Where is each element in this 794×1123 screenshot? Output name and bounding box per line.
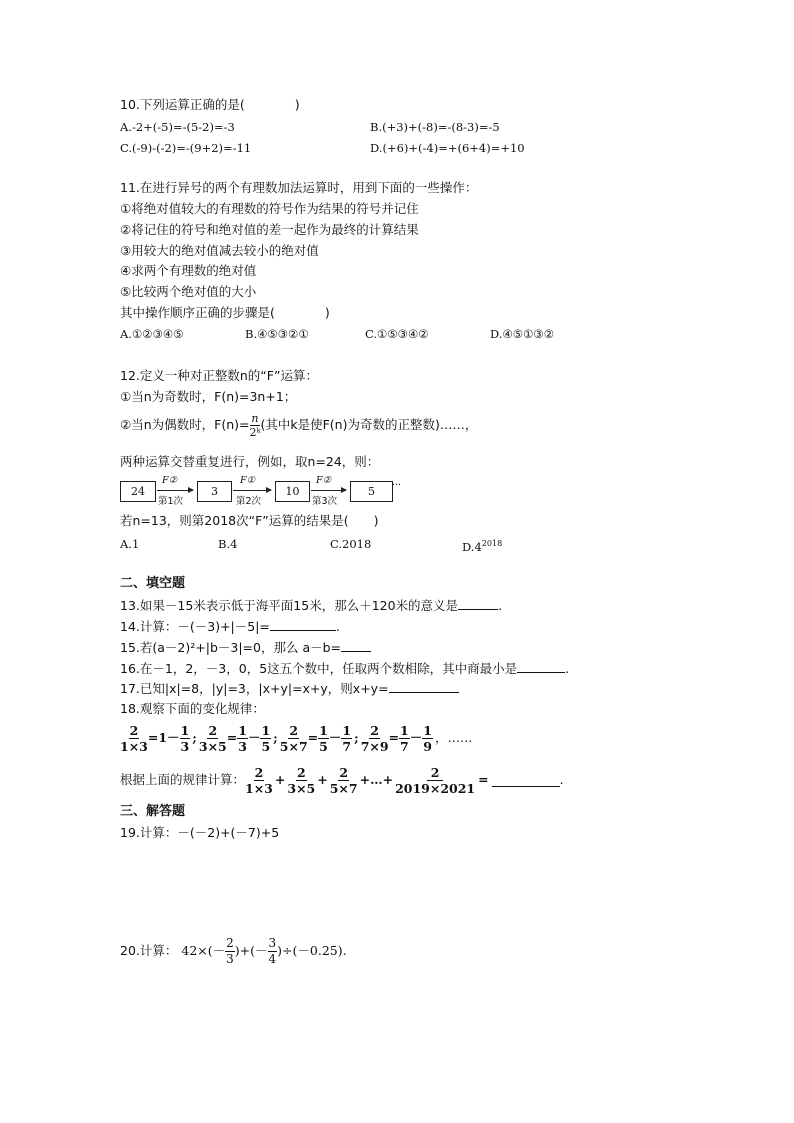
calc-fraction <box>330 765 358 796</box>
q16-end: . <box>565 661 570 676</box>
flow-op-3: F② <box>316 475 332 486</box>
q10-option-b: B.(+3)+(-8)=-(8-3)=-5 <box>370 120 500 134</box>
q20-fraction <box>268 936 278 967</box>
fraction-numerator: 1 <box>342 722 352 738</box>
fraction-denominator: 1×3 <box>245 780 273 796</box>
section-3-title: 三、解答题 <box>120 804 186 819</box>
fraction-denominator: 4 <box>268 951 277 966</box>
fraction-numerator: 2 <box>296 764 306 780</box>
q11-option-d: D.④⑤①③② <box>490 327 555 341</box>
flow-arrow-1 <box>157 490 193 491</box>
fraction-denominator: 2ᵏ <box>249 426 261 439</box>
q14-end: . <box>335 619 340 634</box>
q20 <box>120 934 347 968</box>
q12-stem: 12.定义一种对正整数n的“F”运算： <box>120 368 318 383</box>
fraction-numerator: 2 <box>289 722 299 738</box>
q18-end: . <box>559 772 564 787</box>
q16 <box>120 660 569 677</box>
flow-step-3: 第3次 <box>312 496 338 507</box>
q13 <box>120 597 502 614</box>
flow-box-4: 5 <box>350 481 393 502</box>
fraction-denominator: 7 <box>342 738 352 754</box>
q16-answer-blank[interactable] <box>517 660 565 673</box>
fraction-denominator: 9 <box>423 738 432 754</box>
flow-op-2: F① <box>240 475 256 486</box>
pattern-text: － <box>328 730 342 745</box>
q15-text: 15.若(a－2)²+|b－3|=0，那么 a－b= <box>120 640 342 655</box>
q16-text: 16.在－1，2，－3，0，5这五个数中，任取两个数相除，其中商最小是 <box>120 661 518 676</box>
fraction-numerator: 1 <box>180 722 190 738</box>
fraction-numerator: 1 <box>400 722 409 738</box>
q12-option-c: C.2018 <box>330 537 372 551</box>
pattern-text: = <box>388 730 400 745</box>
fraction-denominator: 5×7 <box>329 780 358 796</box>
fraction-numerator: 2 <box>339 764 349 780</box>
fraction-denominator: 3×5 <box>198 738 227 754</box>
q13-answer-blank[interactable] <box>458 597 498 610</box>
fraction-denominator: 7 <box>400 738 409 754</box>
q18-answer-blank[interactable] <box>492 774 560 787</box>
fraction-denominator: 2019×2021 <box>395 780 476 796</box>
q12-option-a: A.1 <box>120 537 140 551</box>
q14-text: 14.计算：－(－3)+|－5|= <box>120 619 270 634</box>
pattern-fraction <box>180 723 191 754</box>
pattern-fraction <box>120 723 148 754</box>
q10-option-c: C.(-9)-(-2)=-(9+2)=-11 <box>120 141 252 155</box>
fraction-numerator: 2 <box>226 935 234 950</box>
flow-arrow-2 <box>233 490 271 491</box>
q11-step-5: ⑤比较两个绝对值的大小 <box>120 284 257 299</box>
q11-option-c: C.①⑤③④② <box>365 327 429 341</box>
calc-fraction <box>395 765 475 796</box>
q10-option-a: A.-2+(-5)=-(5-2)=-3 <box>120 120 235 134</box>
fraction-denominator: 3 <box>180 738 190 754</box>
pattern-fraction <box>399 723 410 754</box>
q14-answer-blank[interactable] <box>270 618 336 631</box>
flow-box-1: 24 <box>120 481 156 502</box>
pattern-text: = <box>226 730 238 745</box>
pattern-fraction <box>318 723 329 754</box>
pattern-fraction <box>237 723 248 754</box>
q20-expr-part: )+(－ <box>234 943 268 958</box>
pattern-fraction <box>341 723 352 754</box>
section-2-title: 二、填空题 <box>120 576 186 591</box>
q12-option-d-base: D.4 <box>462 539 482 554</box>
fraction-numerator: 2 <box>129 722 139 738</box>
fraction-denominator: 1×3 <box>120 738 148 754</box>
q12-flow-diagram <box>120 476 402 510</box>
q13-text: 13.如果－15米表示低于海平面15米，那么＋120米的意义是 <box>120 598 459 613</box>
q12-rule-2 <box>120 412 477 439</box>
pattern-text: － <box>247 730 261 745</box>
q12-option-d <box>462 536 502 555</box>
fraction-denominator: 5 <box>261 738 271 754</box>
fraction-denominator: 3×5 <box>287 780 316 796</box>
q13-end: . <box>498 598 503 613</box>
fraction-numerator: 1 <box>423 722 432 738</box>
q12-option-d-exponent: 2018 <box>481 539 503 548</box>
fraction-numerator: 2 <box>370 722 379 738</box>
pattern-text: =1－ <box>147 730 180 745</box>
q11-step-2: ②将记住的符号和绝对值的差一起作为最终的计算结果 <box>120 222 419 237</box>
q18-calc-label: 根据上面的规律计算： <box>120 772 246 787</box>
fraction-numerator: 1 <box>319 722 328 738</box>
q12-rule-2-post: (其中k是使F(n)为奇数的正整数)……， <box>260 417 478 432</box>
fraction-numerator: 1 <box>261 722 271 738</box>
fraction-numerator: 2 <box>208 722 218 738</box>
q18-stem: 18.观察下面的变化规律： <box>120 701 265 716</box>
q11-option-a: A.①②③④⑤ <box>120 327 184 341</box>
fraction-numerator: 2 <box>254 764 264 780</box>
q10-option-d: D.(+6)+(-4)=+(6+4)=+10 <box>370 141 525 155</box>
q18-calc <box>120 764 564 796</box>
calc-fraction <box>245 765 273 796</box>
q15-answer-blank[interactable] <box>341 639 371 652</box>
q14 <box>120 618 340 635</box>
flow-op-1: F② <box>162 475 178 486</box>
flow-more: ··· <box>392 480 402 491</box>
q19: 19.计算：－(－2)+(－7)+5 <box>120 825 280 840</box>
q11-option-b: B.④⑤③②① <box>245 327 309 341</box>
fraction-numerator: 2 <box>427 765 444 781</box>
pattern-tail: ，…… <box>434 730 473 745</box>
fraction-denominator: 7×9 <box>360 738 389 754</box>
flow-step-1: 第1次 <box>158 496 184 507</box>
q11-stem: 11.在进行异号的两个有理数加法运算时，用到下面的一些操作： <box>120 180 478 195</box>
flow-arrow-3 <box>311 490 346 491</box>
fraction-numerator: n <box>251 412 259 425</box>
pattern-fraction <box>422 723 433 754</box>
flow-box-2: 3 <box>197 481 232 502</box>
pattern-fraction <box>280 723 308 754</box>
plus-sign: + <box>317 772 328 787</box>
q17-text: 17.已知|x|=8，|y|=3，|x+y|=x+y，则x+y= <box>120 681 389 696</box>
q20-expr-part: 42×(－ <box>181 943 226 958</box>
q12-option-b: B.4 <box>218 537 238 551</box>
fraction-denominator: 5 <box>319 738 328 754</box>
q11-step-4: ④求两个有理数的绝对值 <box>120 263 257 278</box>
q11-ask: 其中操作顺序正确的步骤是( ) <box>120 305 330 320</box>
pattern-fraction <box>260 723 271 754</box>
q11-step-1: ①将绝对值较大的有理数的符号作为结果的符号并记住 <box>120 201 419 216</box>
equals-sign: = <box>478 772 489 787</box>
fraction-denominator: 3 <box>238 738 247 754</box>
q15 <box>120 639 371 656</box>
q12-rule-1: ①当n为奇数时，F(n)=3n+1； <box>120 389 297 404</box>
pattern-text: － <box>409 730 423 745</box>
q12-rule-2-fraction <box>249 412 260 439</box>
q12-rule-3: 两种运算交替重复进行，例如，取n=24，则： <box>120 454 380 469</box>
ellipsis-sum: +…+ <box>359 772 394 787</box>
q11-step-3: ③用较大的绝对值减去较小的绝对值 <box>120 243 319 258</box>
pattern-text: = <box>307 730 319 745</box>
q12-ask: 若n=13，则第2018次“F”运算的结果是( ) <box>120 513 379 528</box>
q18-pattern: $\frac{2}{1\times 3}$ =1－ $\frac{1}{3}$ ; $\frac{2}{3\times 5}$ = $\frac{1}{3}$ － $\frac{1}{5}$ ; $\frac{2}{5\times 7}$ = $\frac{1}{5}$ － $\frac{1}{7}$ ; $\frac{2}{7\times 9}$ = $\frac{1}{7}$ － $\frac{1}{9}$ ，…… <box>120 722 473 754</box>
q17 <box>120 680 459 697</box>
fraction-denominator: 3 <box>226 951 234 966</box>
pattern-fraction <box>361 723 389 754</box>
q10-stem: 10.下列运算正确的是( ) <box>120 97 300 112</box>
q20-fraction <box>225 936 235 967</box>
flow-step-2: 第2次 <box>236 496 262 507</box>
pattern-fraction <box>199 723 227 754</box>
calc-fraction <box>287 765 315 796</box>
flow-box-3: 10 <box>275 481 310 502</box>
plus-sign: + <box>274 772 286 787</box>
q12-rule-2-pre: ②当n为偶数时，F(n)= <box>120 417 250 432</box>
fraction-denominator: 5×7 <box>279 738 308 754</box>
fraction-numerator: 3 <box>268 935 277 950</box>
fraction-numerator: 1 <box>238 722 247 738</box>
q17-answer-blank[interactable] <box>389 680 459 693</box>
q20-expr-part: )÷(－0.25). <box>277 943 347 958</box>
q20-label: 20.计算： <box>120 943 178 958</box>
